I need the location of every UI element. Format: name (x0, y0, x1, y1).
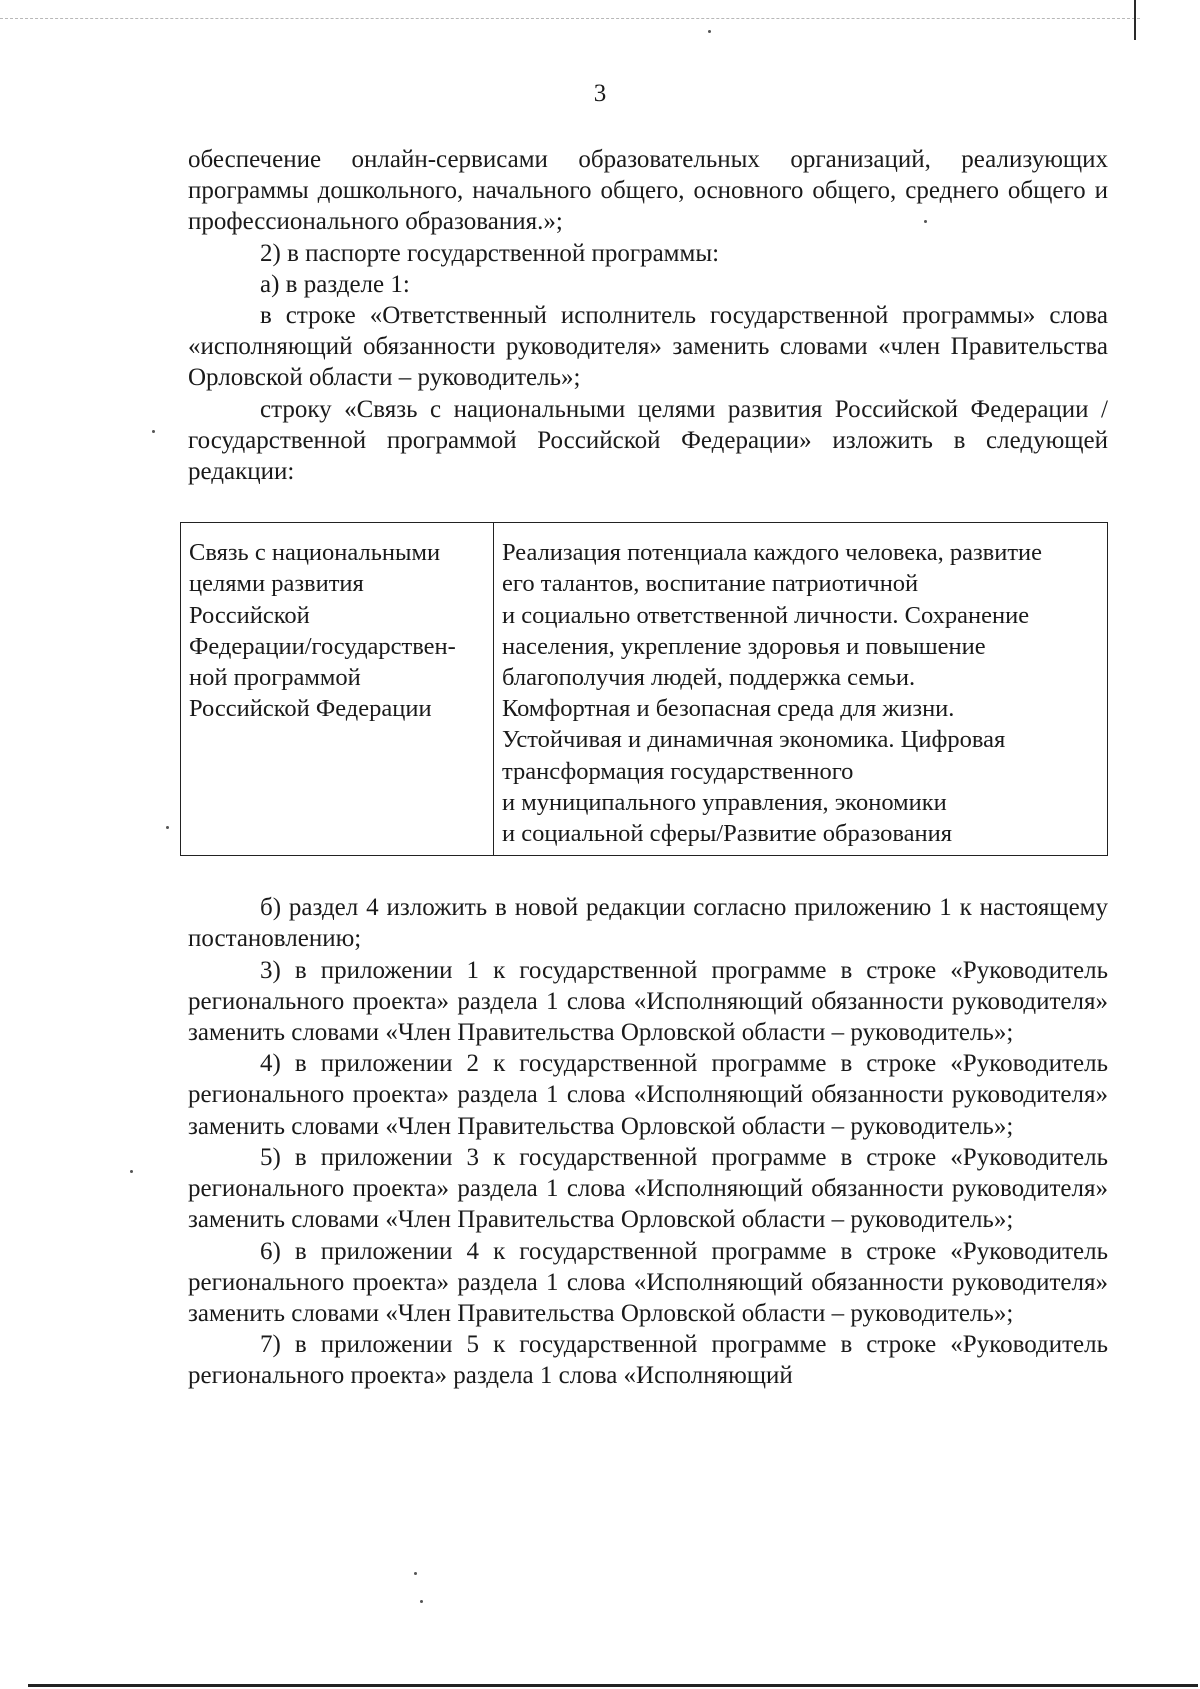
scan-border-right (1134, 0, 1136, 40)
document-body (188, 144, 1108, 1392)
passport-table (180, 522, 1108, 856)
scan-border-top (0, 18, 1140, 19)
cell-line: Реализация потенциала каждого человека, развитие (502, 539, 1043, 567)
page-number: 3 (593, 80, 607, 107)
cell-line: Федерации/государствен- (189, 632, 456, 660)
scan-speck (420, 1600, 423, 1603)
cell-line: и муниципального управления, экономики (502, 788, 947, 816)
cell-line: и социально ответственной личности. Сохранение (502, 601, 1030, 629)
scan-speck (152, 430, 155, 433)
scan-border-bottom (28, 1684, 1198, 1687)
cell-line: Устойчивая и динамичная экономика. Цифровая (502, 726, 1006, 754)
paragraph-item-3: 3) в приложении 1 к государственной программе в строке «Руководитель регионального проекта» раздела 1 слова «Исполняющий обязанности руководителя» заменить словами «Член Правительства Орловской области – руководитель»; (188, 956, 1108, 1047)
table-cell-value (494, 523, 1108, 856)
paragraph-item-4: 4) в приложении 2 к государственной программе в строке «Руководитель регионального проекта» раздела 1 слова «Исполняющий обязанности руководителя» заменить словами «Член Правительства Орловской области – руководитель»; (188, 1050, 1108, 1140)
cell-line: и социальной сферы/Развитие образования (502, 820, 953, 848)
paragraph-item-2a: а) в разделе 1: (260, 270, 410, 298)
table-row (181, 523, 1108, 856)
cell-line: трансформация государственного (502, 757, 854, 785)
paragraph-continuation: обеспечение онлайн-сервисами образовательных организаций, реализующих программы дошкольного, начального общего, основного общего, среднего общего и профессионального образования.»; (188, 146, 1108, 236)
scan-speck (708, 30, 711, 33)
paragraph-national-goals: строку «Связь с национальными целями развития Российской Федерации / государственной программой Российской Федерации» изложить в следующей редакции: (188, 395, 1108, 486)
cell-line: Российской (189, 601, 310, 629)
paragraph-responsible-executor: в строке «Ответственный исполнитель государственной программы» слова «исполняющий обязанности руководителя» заменить словами «член Правительства Орловской области – руководитель»; (188, 302, 1108, 392)
paragraph-item-2: 2) в паспорте государственной программы: (260, 239, 720, 267)
cell-line: Связь с национальными (189, 539, 441, 567)
cell-line: ной программой (189, 664, 361, 692)
cell-line: целями развития (189, 570, 364, 598)
scan-speck (414, 1572, 417, 1575)
cell-line: населения, укрепление здоровья и повышение (502, 632, 986, 660)
cell-line: Российской Федерации (189, 695, 432, 723)
cell-line: благополучия людей, поддержка семьи. (502, 664, 916, 692)
paragraph-item-7: 7) в приложении 5 к государственной программе в строке «Руководитель регионального проекта» раздела 1 слова «Исполняющий (188, 1331, 1108, 1390)
table-cell-label (181, 523, 494, 856)
scan-speck (166, 826, 169, 829)
paragraph-item-6: 6) в приложении 4 к государственной программе в строке «Руководитель регионального проекта» раздела 1 слова «Исполняющий обязанности руководителя» заменить словами «Член Правительства Орловской области – руководитель»; (188, 1237, 1108, 1327)
paragraph-item-5: 5) в приложении 3 к государственной программе в строке «Руководитель регионального проекта» раздела 1 слова «Исполняющий обязанности руководителя» заменить словами «Член Правительства Орловской области – руководитель»; (188, 1143, 1108, 1234)
cell-line: его талантов, воспитание патриотичной (502, 570, 919, 598)
cell-line: Комфортная и безопасная среда для жизни. (502, 695, 955, 723)
scan-speck (130, 1170, 133, 1173)
paragraph-item-2b: б) раздел 4 изложить в новой редакции согласно приложению 1 к настоящему постановлению; (188, 894, 1108, 953)
